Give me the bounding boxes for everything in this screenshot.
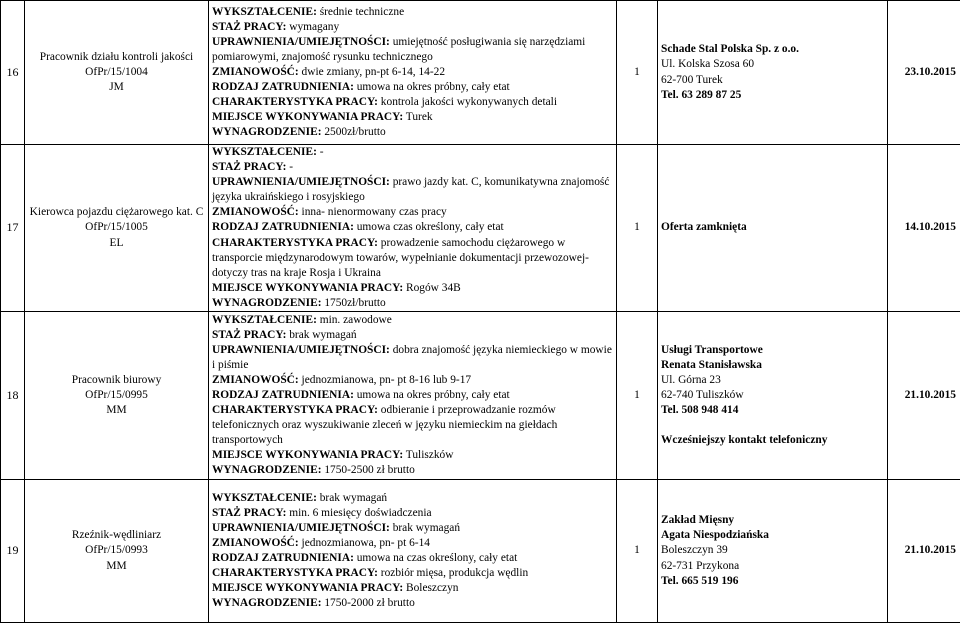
requirement-label: ZMIANOWOŚĆ: xyxy=(212,374,299,386)
requirement-value: inna- nienormowany czas pracy xyxy=(299,206,447,218)
offer-code: OfPr/15/0995 xyxy=(25,388,208,403)
requirement-value: brak wymagań xyxy=(286,329,356,341)
requirement-label: STAŻ PRACY: xyxy=(212,329,286,341)
requirements-cell xyxy=(209,145,617,312)
table-row xyxy=(1,1,960,145)
requirement-value: 1750zł/brutto xyxy=(322,297,386,309)
requirement-line xyxy=(212,145,616,160)
employer-line: Tel. 63 289 87 25 xyxy=(661,88,887,103)
requirement-value: umowa czas określony, cały etat xyxy=(354,221,504,233)
requirements-cell xyxy=(209,312,617,480)
advisor-initials: MM xyxy=(25,403,208,418)
vacancy-count: 1 xyxy=(617,480,658,623)
requirement-value: prowadzenie samochodu ciężarowego w transporcie międzynarodowym towarów, wypełnianie dokumentacji przewozowej- dotyczy tras na kraje Rosja i Ukraina xyxy=(212,237,589,279)
requirement-line xyxy=(212,388,616,403)
row-number: 19 xyxy=(1,480,25,623)
position-cell xyxy=(25,480,209,623)
position-cell xyxy=(25,1,209,145)
requirement-label: STAŻ PRACY: xyxy=(212,161,286,173)
requirement-label: RODZAJ ZATRUDNIENIA: xyxy=(212,81,354,93)
requirement-label: ZMIANOWOŚĆ: xyxy=(212,206,299,218)
requirement-value: - xyxy=(286,161,293,173)
requirement-line xyxy=(212,205,616,220)
position-title: Kierowca pojazdu ciężarowego kat. C xyxy=(25,205,208,220)
requirement-value: Turek xyxy=(403,111,432,123)
position-title: Pracownik biurowy xyxy=(25,373,208,388)
position-cell xyxy=(25,145,209,312)
requirement-line xyxy=(212,95,616,110)
position-title: Rzeźnik-wędliniarz xyxy=(25,528,208,543)
requirement-line xyxy=(212,581,616,596)
table-row xyxy=(1,480,960,623)
requirement-line xyxy=(212,448,616,463)
employer-line: Schade Stal Polska Sp. z o.o. xyxy=(661,42,887,57)
vacancy-count: 1 xyxy=(617,1,658,145)
requirement-line xyxy=(212,80,616,95)
requirement-value: 1750-2500 zł brutto xyxy=(322,464,415,476)
requirement-label: WYKSZTAŁCENIE: xyxy=(212,314,317,326)
requirement-value: 2500zł/brutto xyxy=(322,126,386,138)
requirement-value: jednozmianowa, pn- pt 8-16 lub 9-17 xyxy=(299,374,471,386)
employer-cell xyxy=(658,480,888,623)
requirement-value: umiejętność posługiwania się narzędziami pomiarowymi, znajomość rysunku technicznego xyxy=(212,36,585,63)
offer-date: 21.10.2015 xyxy=(888,312,960,480)
requirement-line xyxy=(212,296,616,311)
requirement-value: umowa na okres próbny, cały etat xyxy=(354,81,510,93)
requirement-line xyxy=(212,491,616,506)
requirement-line xyxy=(212,236,616,281)
requirement-line xyxy=(212,596,616,611)
vacancy-count: 1 xyxy=(617,312,658,480)
job-offers-body xyxy=(1,1,960,623)
requirement-label: ZMIANOWOŚĆ: xyxy=(212,537,299,549)
requirement-label: WYNAGRODZENIE: xyxy=(212,464,322,476)
vacancy-count: 1 xyxy=(617,145,658,312)
requirements-cell xyxy=(209,480,617,623)
requirement-label: MIEJSCE WYKONYWANIA PRACY: xyxy=(212,111,403,123)
requirement-line xyxy=(212,220,616,235)
requirement-value: min. zawodowe xyxy=(317,314,392,326)
employer-line: Wcześniejszy kontakt telefoniczny xyxy=(661,433,887,448)
requirement-line xyxy=(212,373,616,388)
table-row xyxy=(1,145,960,312)
requirement-line xyxy=(212,551,616,566)
requirement-line xyxy=(212,566,616,581)
employer-line: Boleszczyn 39 xyxy=(661,543,887,558)
requirement-line xyxy=(212,5,616,20)
employer-line: 62-740 Tuliszków xyxy=(661,388,887,403)
requirement-label: UPRAWNIENIA/UMIEJĘTNOŚCI: xyxy=(212,522,390,534)
requirement-value: brak wymagań xyxy=(390,522,460,534)
requirement-value: brak wymagań xyxy=(317,492,387,504)
requirement-label: CHARAKTERYSTYKA PRACY: xyxy=(212,567,378,579)
requirement-value: Rogów 34B xyxy=(403,282,461,294)
requirement-value: min. 6 miesięcy doświadczenia xyxy=(286,507,431,519)
requirement-label: WYKSZTAŁCENIE: xyxy=(212,492,317,504)
employer-line: Agata Niespodziańska xyxy=(661,528,887,543)
employer-line: 62-731 Przykona xyxy=(661,559,887,574)
requirement-label: CHARAKTERYSTYKA PRACY: xyxy=(212,404,378,416)
requirement-line xyxy=(212,521,616,536)
advisor-initials: EL xyxy=(25,236,208,251)
requirement-label: STAŻ PRACY: xyxy=(212,21,286,33)
requirement-label: CHARAKTERYSTYKA PRACY: xyxy=(212,96,378,108)
employer-line: Ul. Kolska Szosa 60 xyxy=(661,57,887,72)
requirement-value: dobra znajomość języka niemieckiego w mowie i piśmie xyxy=(212,344,612,371)
offer-code: OfPr/15/1004 xyxy=(25,65,208,80)
position-title: Pracownik działu kontroli jakości xyxy=(25,50,208,65)
requirement-label: UPRAWNIENIA/UMIEJĘTNOŚCI: xyxy=(212,36,390,48)
row-number: 16 xyxy=(1,1,25,145)
requirement-value: umowa na okres próbny, cały etat xyxy=(354,389,510,401)
requirement-value: prawo jazdy kat. C, komunikatywna znajomość języka ukraińskiego i rosyjskiego xyxy=(212,176,609,203)
requirement-line xyxy=(212,343,616,373)
requirement-line xyxy=(212,175,616,205)
requirement-value: rozbiór mięsa, produkcja wędlin xyxy=(378,567,528,579)
requirement-value: 1750-2000 zł brutto xyxy=(322,597,415,609)
requirement-value: jednozmianowa, pn- pt 6-14 xyxy=(299,537,430,549)
employer-line: Zakład Mięsny xyxy=(661,513,887,528)
requirement-label: RODZAJ ZATRUDNIENIA: xyxy=(212,389,354,401)
requirement-label: WYKSZTAŁCENIE: xyxy=(212,146,317,158)
employer-cell xyxy=(658,1,888,145)
requirement-line xyxy=(212,35,616,65)
requirement-label: WYNAGRODZENIE: xyxy=(212,126,322,138)
requirement-value: umowa na czas określony, cały etat xyxy=(354,552,517,564)
offer-date: 23.10.2015 xyxy=(888,1,960,145)
requirement-label: RODZAJ ZATRUDNIENIA: xyxy=(212,552,354,564)
requirement-line xyxy=(212,403,616,448)
advisor-initials: MM xyxy=(25,559,208,574)
requirement-line xyxy=(212,313,616,328)
requirement-label: CHARAKTERYSTYKA PRACY: xyxy=(212,237,378,249)
employer-cell xyxy=(658,312,888,480)
requirement-label: WYNAGRODZENIE: xyxy=(212,297,322,309)
requirement-line xyxy=(212,281,616,296)
requirement-value: wymagany xyxy=(286,21,339,33)
requirement-label: MIEJSCE WYKONYWANIA PRACY: xyxy=(212,449,403,461)
row-number: 18 xyxy=(1,312,25,480)
requirement-value: kontrola jakości wykonywanych detali xyxy=(378,96,557,108)
requirement-line xyxy=(212,506,616,521)
requirement-value: odbieranie i przeprowadzanie rozmów telefonicznych oraz wyszukiwanie zleceń w języku niemieckim na giełdach transportowych xyxy=(212,404,557,446)
requirement-line xyxy=(212,65,616,80)
requirement-line xyxy=(212,110,616,125)
requirement-label: WYKSZTAŁCENIE: xyxy=(212,6,317,18)
requirement-label: UPRAWNIENIA/UMIEJĘTNOŚCI: xyxy=(212,176,390,188)
offer-date: 21.10.2015 xyxy=(888,480,960,623)
employer-line: Usługi Transportowe xyxy=(661,343,887,358)
employer-line: Tel. 665 519 196 xyxy=(661,574,887,589)
advisor-initials: JM xyxy=(25,80,208,95)
employer-line: 62-700 Turek xyxy=(661,73,887,88)
offer-code: OfPr/15/0993 xyxy=(25,543,208,558)
requirement-label: MIEJSCE WYKONYWANIA PRACY: xyxy=(212,282,403,294)
employer-line: Ul. Górna 23 xyxy=(661,373,887,388)
requirement-label: WYNAGRODZENIE: xyxy=(212,597,322,609)
requirement-line xyxy=(212,160,616,175)
employer-line: Tel. 508 948 414 xyxy=(661,403,887,418)
requirement-value: Tuliszków xyxy=(403,449,453,461)
requirement-value: - xyxy=(317,146,324,158)
employer-line: Oferta zamknięta xyxy=(661,220,887,235)
offer-date: 14.10.2015 xyxy=(888,145,960,312)
requirement-line xyxy=(212,328,616,343)
requirement-label: STAŻ PRACY: xyxy=(212,507,286,519)
requirement-line xyxy=(212,20,616,35)
requirement-value: średnie techniczne xyxy=(317,6,404,18)
requirement-label: UPRAWNIENIA/UMIEJĘTNOŚCI: xyxy=(212,344,390,356)
table-row xyxy=(1,312,960,480)
requirement-label: MIEJSCE WYKONYWANIA PRACY: xyxy=(212,582,403,594)
requirement-value: Boleszczyn xyxy=(403,582,458,594)
position-cell xyxy=(25,312,209,480)
employer-line xyxy=(661,418,887,433)
row-number: 17 xyxy=(1,145,25,312)
employer-line: Renata Stanisławska xyxy=(661,358,887,373)
requirement-value: dwie zmiany, pn-pt 6-14, 14-22 xyxy=(299,66,445,78)
employer-cell xyxy=(658,145,888,312)
requirements-cell xyxy=(209,1,617,145)
requirement-line xyxy=(212,125,616,140)
requirement-label: ZMIANOWOŚĆ: xyxy=(212,66,299,78)
requirement-label: RODZAJ ZATRUDNIENIA: xyxy=(212,221,354,233)
offer-code: OfPr/15/1005 xyxy=(25,220,208,235)
requirement-line xyxy=(212,536,616,551)
requirement-line xyxy=(212,463,616,478)
